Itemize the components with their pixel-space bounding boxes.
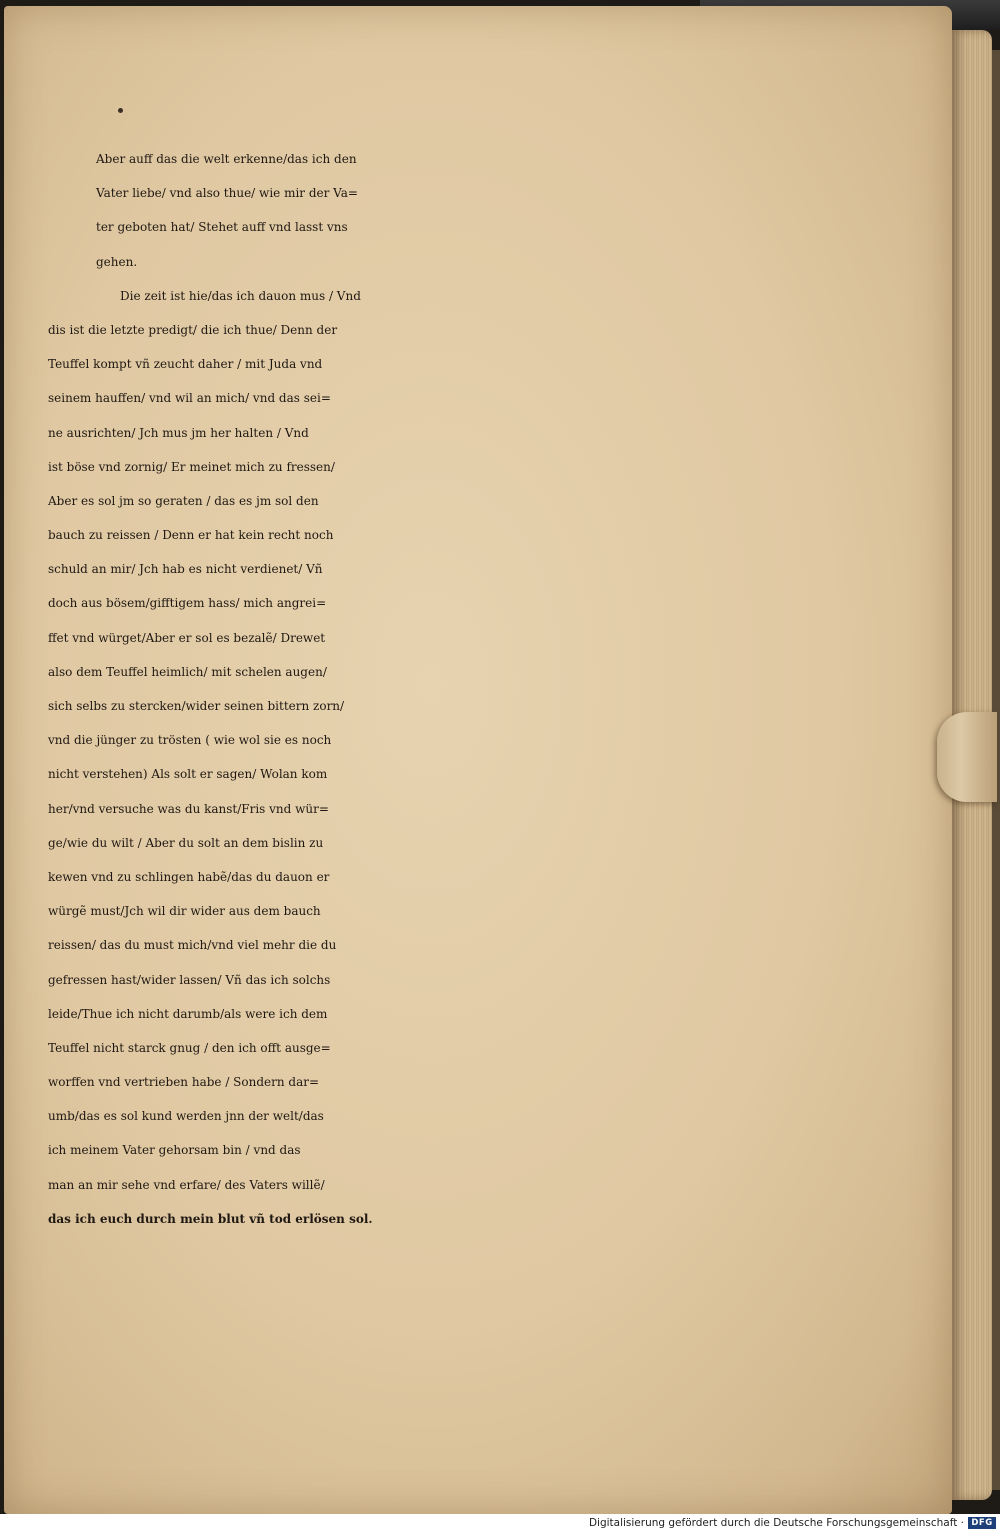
text-line: Die zeit ist hie/das ich dauon mus / Vnd bbox=[120, 288, 361, 303]
text-line: ich meinem Vater gehorsam bin / vnd das bbox=[48, 1143, 301, 1158]
text-line: schuld an mir/ Jch hab es nicht verdienet/ Vñ bbox=[48, 562, 323, 577]
text-line: würgẽ must/Jch wil dir wider aus dem bauch bbox=[48, 904, 321, 919]
dfg-logo: DFG bbox=[968, 1517, 996, 1529]
page-text bbox=[48, 142, 728, 1236]
text-line: Teuffel nicht starck gnug / den ich offt ausge= bbox=[48, 1040, 331, 1055]
text-line: worffen vnd vertrieben habe / Sondern dar= bbox=[48, 1075, 320, 1090]
text-line: nicht verstehen) Als solt er sagen/ Wolan kom bbox=[48, 767, 328, 782]
text-line: ge/wie du wilt / Aber du solt an dem bislin zu bbox=[48, 835, 324, 850]
text-line: gehen. bbox=[96, 254, 138, 269]
text-line: reissen/ das du must mich/vnd viel mehr die du bbox=[48, 938, 337, 953]
text-line: seinem hauffen/ vnd wil an mich/ vnd das sei= bbox=[48, 391, 331, 406]
text-line: Vater liebe/ vnd also thue/ wie mir der Va= bbox=[96, 186, 358, 201]
text-line: ter geboten hat/ Stehet auff vnd lasst vns bbox=[96, 220, 348, 235]
text-line: das ich euch durch mein blut vñ tod erlösen sol. bbox=[48, 1211, 373, 1226]
text-line: doch aus bösem/gifftigem hass/ mich angrei= bbox=[48, 596, 327, 611]
text-line: kewen vnd zu schlingen habẽ/das du dauon er bbox=[48, 869, 330, 884]
text-line: Aber auff das die welt erkenne/das ich den bbox=[96, 152, 357, 166]
text-line: also dem Teuffel heimlich/ mit schelen augen/ bbox=[48, 664, 327, 679]
page-clip bbox=[937, 712, 997, 802]
text-line: gefressen hast/wider lassen/ Vñ das ich solchs bbox=[48, 972, 331, 987]
text-line: ne ausrichten/ Jch mus jm her halten / Vnd bbox=[48, 425, 309, 440]
text-line: bauch zu reissen / Denn er hat kein recht noch bbox=[48, 528, 334, 543]
text-line: Aber es sol jm so geraten / das es jm sol den bbox=[48, 493, 319, 508]
funding-notice: Digitalisierung gefördert durch die Deutsche Forschungsgemeinschaft · bbox=[588, 1517, 964, 1529]
text-line: ist böse vnd zornig/ Er meinet mich zu fressen/ bbox=[48, 459, 335, 474]
text-line: dis ist die letzte predigt/ die ich thue/ Denn der bbox=[48, 322, 338, 337]
text-line: sich selbs zu stercken/wider seinen bittern zorn/ bbox=[48, 699, 345, 713]
text-line: man an mir sehe vnd erfare/ des Vaters willẽ/ bbox=[48, 1177, 325, 1192]
text-line: leide/Thue ich nicht darumb/als were ich dem bbox=[48, 1006, 328, 1021]
text-line: ffet vnd würget/Aber er sol es bezalẽ/ Drewet bbox=[48, 630, 326, 645]
text-line: Teuffel kompt vñ zeucht daher / mit Juda vnd bbox=[48, 357, 323, 372]
text-line: vnd die jünger zu trösten ( wie wol sie es noch bbox=[48, 733, 332, 748]
text-line: her/vnd versuche was du kanst/Fris vnd wür= bbox=[48, 801, 329, 816]
text-line: umb/das es sol kund werden jnn der welt/das bbox=[48, 1109, 324, 1124]
ink-mark bbox=[118, 108, 123, 113]
